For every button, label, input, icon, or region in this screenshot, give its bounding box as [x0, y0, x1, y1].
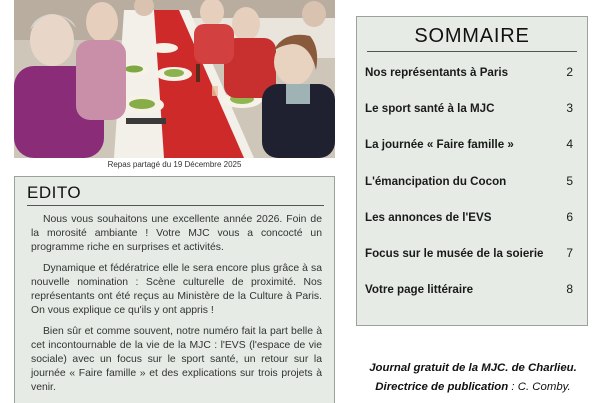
edito-paragraph: Nous vous souhaitons une excellente année 2026. Foin de la morosité ambiante ! Votre MJC vous a concocté un programme riche en surprises et activités.: [31, 214, 322, 253]
toc-item-label: Focus sur le musée de la soierie: [365, 246, 544, 260]
toc-item-page: 2: [566, 65, 573, 79]
credits-publisher-label: Directrice de publication: [375, 381, 509, 393]
toc-item-label: Le sport santé à la MJC: [365, 101, 495, 115]
sommaire-box: [356, 16, 588, 326]
toc-item-label: La journée « Faire famille »: [365, 137, 514, 151]
toc-item-page: 6: [566, 210, 573, 224]
credits-journal: Journal gratuit de la MJC. de Charlieu.: [369, 362, 577, 374]
toc-item[interactable]: [365, 173, 573, 189]
toc-item[interactable]: [365, 245, 573, 261]
edito-paragraph: Dynamique et fédératrice elle le sera encore plus grâce à sa nouvelle nomination : Scène culturelle de proximité. Nos représentants ont été reçus au Ministère de la Culture à Paris. On vous explique ce qu'ils y ont appris !: [31, 263, 322, 316]
toc-item-label: Votre page littéraire: [365, 282, 474, 296]
meal-photo: [14, 0, 335, 158]
edito-paragraph: Bien sûr et comme souvent, notre numéro fait la part belle à cet incontournable de la vie de la MJC : l'EVS (l'espace de vie sociale) avec un focus sur le sport santé, un retour sur la journée « Faire famille » et des explications sur trois projets à venir.: [31, 326, 322, 393]
toc-item[interactable]: [365, 100, 573, 116]
meal-photo-illustration: [14, 0, 335, 158]
toc-item-label: Nos représentants à Paris: [365, 65, 509, 79]
toc-item[interactable]: [365, 281, 573, 297]
edito-title: EDITO: [27, 183, 82, 202]
photo-caption: Repas partagé du 19 Décembre 2025: [107, 160, 242, 169]
toc-item[interactable]: [365, 136, 573, 152]
toc-item-label: Les annonces de l'EVS: [365, 210, 492, 224]
toc-item-page: 7: [566, 246, 573, 260]
toc-item-page: 3: [566, 101, 573, 115]
credits-publisher-name: : C. Comby.: [508, 381, 571, 393]
sommaire-divider: [367, 51, 577, 52]
toc-item[interactable]: [365, 209, 573, 225]
toc-item[interactable]: [365, 64, 573, 80]
edito-box: [14, 176, 335, 403]
edito-divider: [27, 205, 324, 206]
credits-line-1: [352, 362, 594, 374]
sommaire-title: SOMMAIRE: [414, 25, 530, 47]
toc-item-page: 5: [566, 174, 573, 188]
toc-item-page: 4: [566, 137, 573, 151]
edito-body: [31, 213, 322, 402]
toc-item-label: L'émancipation du Cocon: [365, 174, 507, 188]
credits-line-2: [352, 381, 594, 393]
toc-item-page: 8: [566, 282, 573, 296]
